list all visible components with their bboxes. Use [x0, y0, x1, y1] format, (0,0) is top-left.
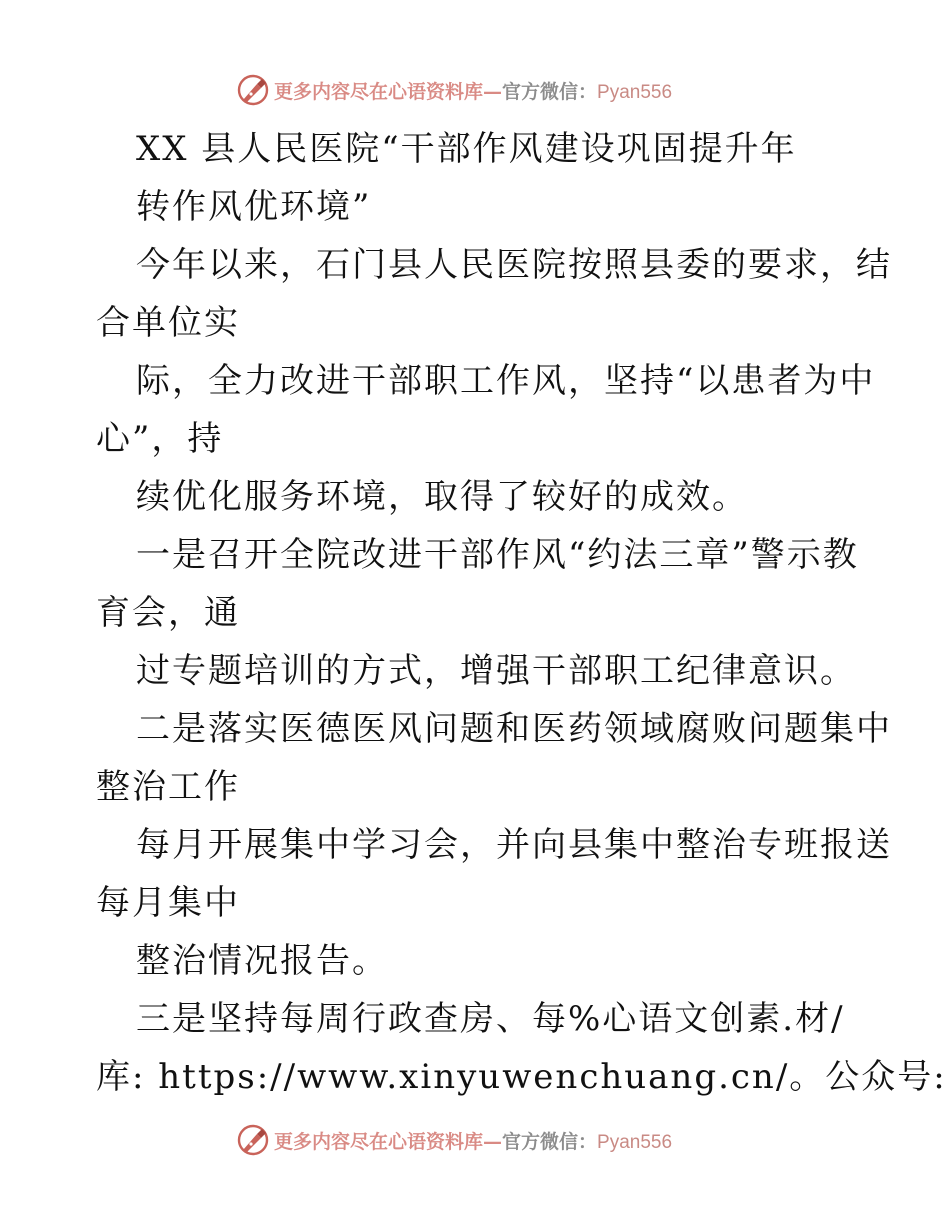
watermark-text: 更多内容尽在心语资料库—官方微信：Pyan556: [274, 80, 673, 103]
text-line: 每月集中: [96, 883, 240, 923]
pen-nib-logo-icon: [236, 1123, 270, 1157]
text-line: 库: https://www.xinyuwenchuang.cn/。公众号:: [96, 1057, 947, 1097]
text-line: XX 县人民医院“干部作风建设巩固提升年: [136, 129, 797, 169]
document-body: [96, 120, 947, 1106]
watermark-text: 更多内容尽在心语资料库—官方微信：Pyan556: [274, 1130, 673, 1153]
text-line: 合单位实: [96, 303, 240, 343]
text-line: 过专题培训的方式，增强干部职工纪律意识。: [136, 651, 856, 691]
text-line: 今年以来，石门县人民医院按照县委的要求，结: [136, 245, 892, 285]
footer-watermark: [236, 1122, 672, 1158]
text-line: 一是召开全院改进干部作风“约法三章”警示教: [136, 535, 859, 575]
text-line: 整治工作: [96, 767, 240, 807]
text-line: 三是坚持每周行政查房、每%心语文创素.材/: [136, 999, 845, 1039]
text-line: 际，全力改进干部职工作风，坚持“以患者为中: [136, 361, 876, 401]
header-watermark: [236, 72, 672, 108]
text-line: 育会，通: [96, 593, 240, 633]
text-line: 心”，持: [96, 419, 224, 459]
text-line: 整治情况报告。: [136, 941, 388, 981]
text-line: 续优化服务环境，取得了较好的成效。: [136, 477, 748, 517]
pen-nib-logo-icon: [236, 73, 270, 107]
text-line: 二是落实医德医风问题和医药领域腐败问题集中: [136, 709, 892, 749]
text-line: 转作风优环境”: [136, 187, 372, 227]
text-line: 每月开展集中学习会，并向县集中整治专班报送: [136, 825, 892, 865]
